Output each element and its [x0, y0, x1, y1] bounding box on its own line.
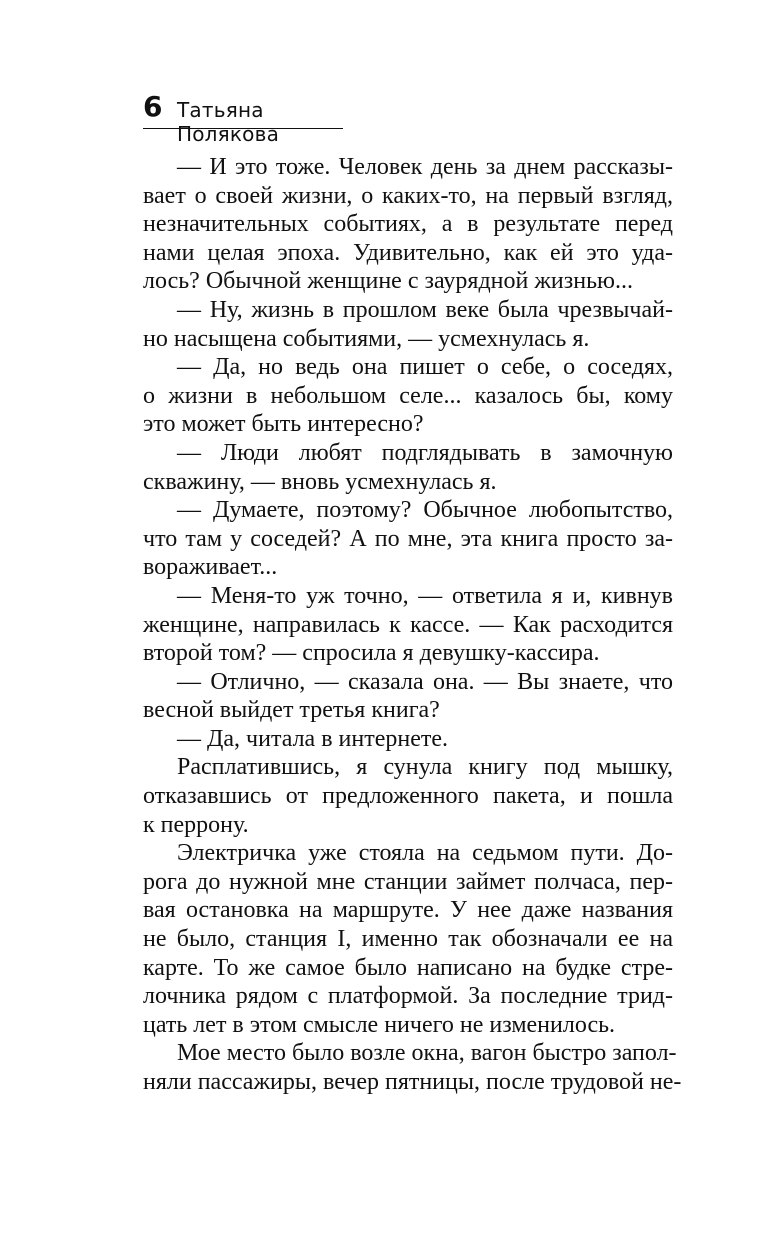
text-line: — Люди любят подглядывать в замочную [177, 439, 673, 466]
text-line: о жизни в небольшом селе... казалось бы, кому [143, 382, 673, 409]
running-head [143, 90, 343, 146]
paragraph [143, 725, 673, 754]
text-line: лочника рядом с платформой. За последние трид- [143, 983, 673, 1010]
text-line: вает о своей жизни, о каких-то, на первый взгляд, [143, 182, 673, 209]
text-line: — Ну, жизнь в прошлом веке была чрезвычай- [177, 296, 673, 323]
text-line: нами целая эпоха. Удивительно, как ей это уда- [143, 239, 673, 266]
text-line: это может быть интересно? [143, 411, 424, 438]
paragraph [143, 296, 673, 353]
text-line: цать лет в этом смысле ничего не изменилось. [143, 1011, 616, 1038]
page-number: 6 [143, 90, 163, 123]
text-line: но насыщена событиями, — усмехнулась я. [143, 325, 590, 352]
paragraph [143, 153, 673, 296]
text-line: Электричка уже стояла на седьмом пути. До- [177, 840, 673, 867]
text-line: скважину, — вновь усмехнулась я. [143, 468, 497, 495]
text-line: Расплатившись, я сунула книгу под мышку, [177, 754, 673, 781]
text-line: лось? Обычной женщине с заурядной жизнью... [143, 268, 633, 295]
text-line: — Отлично, — сказала она. — Вы знаете, что [177, 668, 673, 695]
text-line: что там у соседей? А по мне, эта книга просто за- [143, 525, 673, 552]
text-line: Мое место было возле окна, вагон быстро запол- [177, 1040, 677, 1067]
text-line: няли пассажиры, вечер пятницы, после трудовой не- [143, 1069, 682, 1095]
text-line: вая остановка на маршруте. У нее даже названия [143, 897, 673, 924]
paragraph [143, 668, 673, 725]
body-text [143, 153, 682, 1097]
paragraph [143, 496, 673, 582]
text-line: незначительных событиях, а в результате перед [143, 211, 673, 238]
paragraph [143, 439, 673, 496]
text-line: — И это тоже. Человек день за днем рассказы- [177, 154, 673, 180]
paragraph [143, 353, 673, 439]
text-line: весной выйдет третья книга? [143, 697, 440, 724]
text-line: — Думаете, поэтому? Обычное любопытство, [177, 497, 673, 524]
text-line: не было, станция I, именно так обозначали ее на [143, 926, 673, 953]
author-name: Татьяна Полякова [177, 98, 280, 146]
text-line: — Да, читала в интернете. [177, 725, 449, 752]
text-line: отказавшись от предложенного пакета, и пошла [143, 783, 673, 810]
paragraph [143, 839, 673, 1039]
text-line: вораживает... [143, 554, 278, 581]
text-line: — Да, но ведь она пишет о себе, о соседях, [177, 354, 673, 381]
text-line: к перрону. [143, 811, 249, 838]
text-line: второй том? — спросила я девушку-кассира. [143, 640, 600, 667]
text-line: карте. То же самое было написано на будке стре- [143, 954, 673, 981]
text-line: рога до нужной мне станции займет полчаса, пер- [143, 868, 673, 895]
paragraph [143, 753, 673, 839]
text-line: — Меня-то уж точно, — ответила я и, кивнув [177, 582, 673, 609]
paragraph [143, 1039, 682, 1096]
paragraph [143, 582, 673, 668]
text-line: женщине, направилась к кассе. — Как расходится [143, 611, 673, 638]
